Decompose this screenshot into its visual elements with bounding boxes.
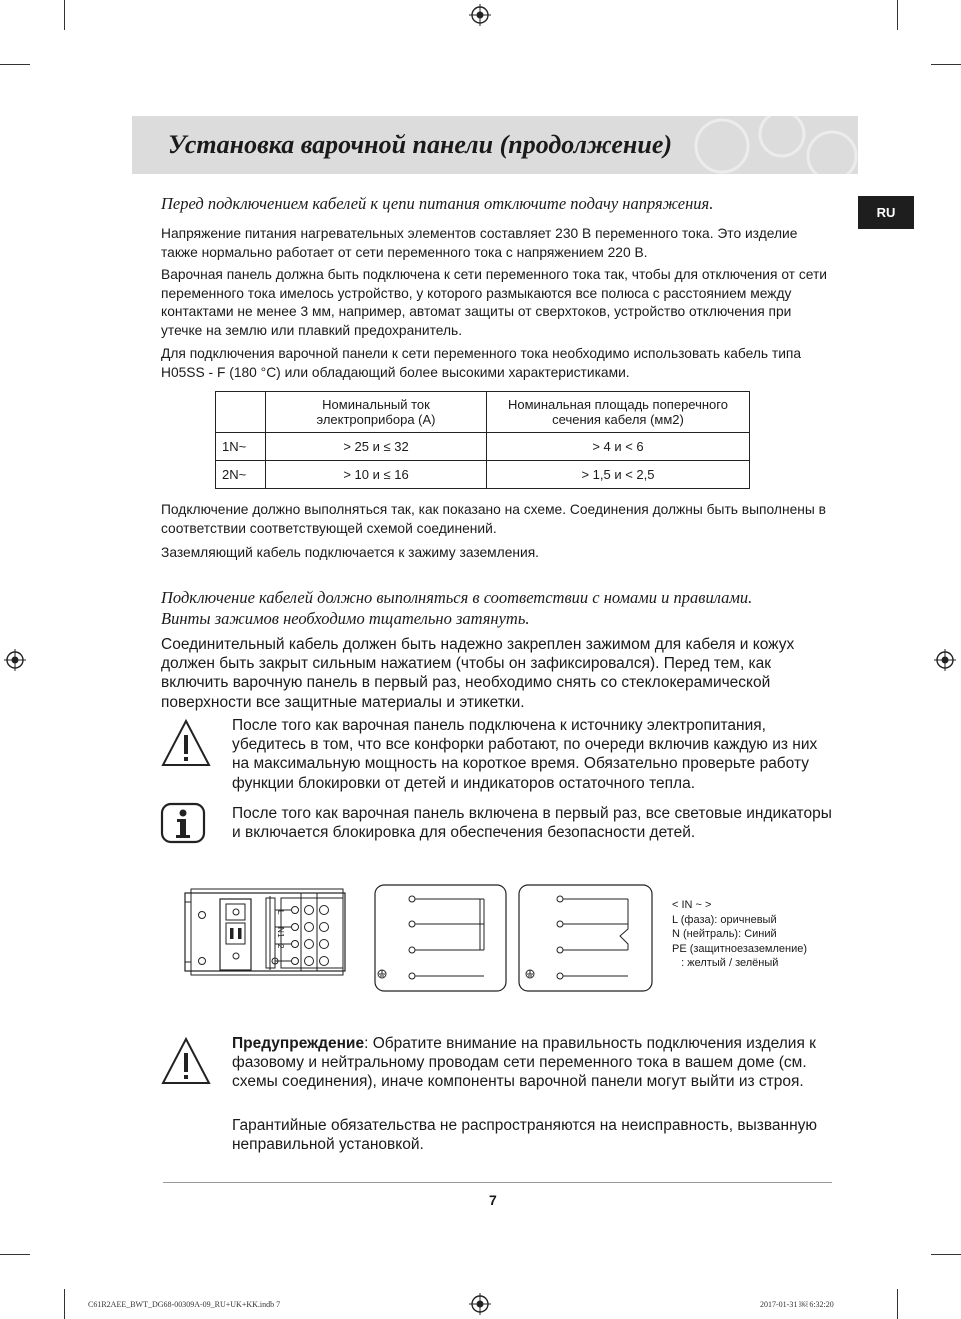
legend-item: < IN ~ > [672, 899, 712, 911]
legend-item: PE (защитноезаземление) [672, 942, 808, 955]
language-tab: RU [858, 196, 914, 229]
cable-spec-table [215, 391, 750, 489]
warning-note-text: После того как варочная панель подключена к источнику электропитания, убедитесь в том, что все конфорки работают, по очереди включив каждую из них на максимальную мощность на короткое время. Обязательно проверьте работу функции блокировки от детей и индикаторов остаточного тепла. [232, 717, 818, 792]
table-cell: > 25 и ≤ 32 [266, 433, 487, 461]
footer-divider [163, 1182, 832, 1183]
print-file-name: C61R2AEE_BWT_DG68-00309A-09_RU+UK+KK.indb 7 [88, 1300, 281, 1309]
wiring-diagram-1n [374, 884, 507, 992]
table-cell: 2N~ [216, 461, 266, 489]
info-note-text: После того как варочная панель включена в первый раз, все световые индикаторы и включается блокировка для обеспечения безопасности детей. [232, 805, 832, 842]
wiring-diagram-2n [518, 884, 653, 992]
table-header-cell: Номинальный ток электроприбора (A) [266, 392, 487, 433]
legend-item: L (фаза): оричневый [672, 913, 777, 926]
warning-triangle-icon [160, 718, 212, 768]
ground-icon [378, 970, 386, 978]
table-header-cell [216, 392, 266, 433]
wire-color-legend [672, 898, 807, 971]
terminal-label: 1 [276, 933, 285, 938]
registration-mark-icon [469, 4, 491, 26]
ground-paragraph: Заземляющий кабель подключается к зажиму заземления. [161, 545, 540, 560]
table-header-cell: Номинальная площадь поперечного сечения кабеля (мм2) [487, 392, 750, 433]
print-timestamp: 2017-01-31 ￼ 6:32:20 [760, 1300, 834, 1309]
power-off-notice: Перед подключением кабелей к цепи питания отключите подачу напряжения. [161, 194, 714, 213]
table-row [216, 433, 750, 461]
page-number: 7 [489, 1192, 497, 1208]
table-row [216, 461, 750, 489]
warning-triangle-icon [160, 1036, 212, 1086]
table-cell: 1N~ [216, 433, 266, 461]
rules-notice-line2: Винты зажимов необходимо тщательно затянуть. [161, 609, 530, 628]
registration-mark-icon [934, 649, 956, 671]
legend-item: : желтый / зелёный [672, 957, 779, 970]
registration-mark-icon [469, 1293, 491, 1315]
cable-type-paragraph: Для подключения варочной панели к сети переменного тока необходимо использовать кабель типа H05SS - F (180 °C) или обладающий более высокими характеристиками. [161, 346, 802, 380]
disconnect-paragraph: Варочная панель должна быть подключена к сети переменного тока так, чтобы для отключения от сети переменного тока имелось устройство, у которого размыкаются все полюса с расстоянием между контактами не менее 3 мм, например, автомат защиты от сверхтоков, устройство отключения при утечке на землю или плавкий предохранитель. [161, 267, 827, 338]
connection-paragraph: Подключение должно выполняться так, как показано на схеме. Соединения должны быть выполнены в соответствии соответствующей схемой соединений. [161, 502, 826, 536]
rules-notice-line1: Подключение кабелей должно выполняться в соответствии с номами и правилами. [161, 588, 753, 607]
ground-icon [526, 970, 534, 978]
terminal-block-diagram [183, 888, 351, 976]
terminal-label: L [276, 910, 285, 915]
table-header-row [216, 392, 750, 433]
info-icon [160, 802, 206, 844]
voltage-paragraph: Напряжение питания нагревательных элементов составляет 230 В переменного тока. Это изделие также нормально работает от сети переменного тока с напряжением 220 В. [161, 226, 798, 260]
registration-mark-icon [4, 649, 26, 671]
terminal-label: 2 [276, 944, 285, 949]
final-warning-text [232, 1034, 832, 1092]
table-cell: > 10 и ≤ 16 [266, 461, 487, 489]
legend-item: N (нейтраль): Синий [672, 928, 777, 941]
table-cell: > 4 и < 6 [487, 433, 750, 461]
final-warning-body: : Обратите внимание на правильность подключения изделия к фазовому и нейтральному проводам сети переменного тока в вашем доме (см. схемы соединения), иначе компоненты варочной панели могут выйти из строя. [232, 1035, 816, 1091]
table-cell: > 1,5 и < 2,5 [487, 461, 750, 489]
warranty-text: Гарантийные обязательства не распространяются на неисправность, вызванную неправильной установкой. [232, 1117, 818, 1154]
final-warning-label: Предупреждение [232, 1035, 365, 1052]
terminal-label: N [276, 927, 285, 933]
cable-clamp-paragraph: Соединительный кабель должен быть надежно закреплен зажимом для кабеля и кожух должен быть закрыт сильным нажатием (чтобы он зафиксировался). Перед тем, как включить варочную панель в первый раз, необходимо снять со стеклокерамической поверхности все защитные материалы и этикетки. [161, 636, 795, 711]
page-title: Установка варочной панели (продолжение) [168, 130, 673, 159]
